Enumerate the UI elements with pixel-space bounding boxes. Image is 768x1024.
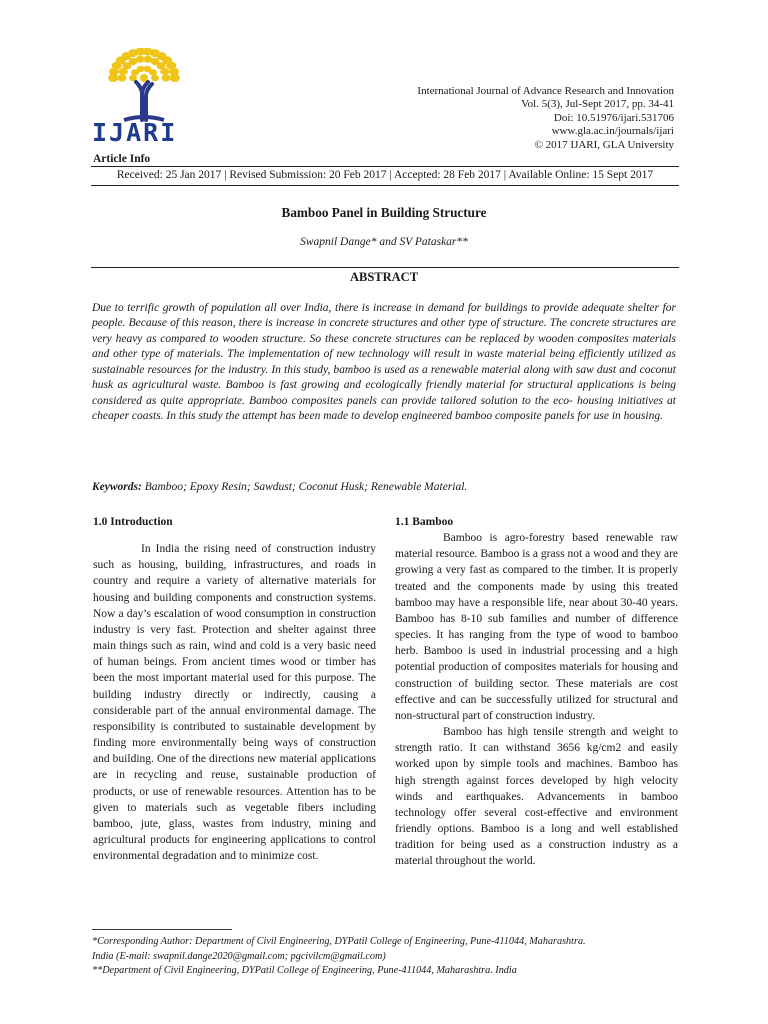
keywords-label: Keywords:	[92, 481, 142, 493]
introduction-paragraph: In India the rising need of construction industry such as housing, building, infrastructures, and roads in country and require a variety of alternative materials for housing and building components and construction systems. Now a day’s escalation of wood consumption in construction industry is very fast. Protection and shelter against three main things such as rain, wind and cold is a very basic need of human beings. From ancient times wood or timber has been the most important material used for this purpose. The building industry directly or indirectly, causing a considerable part of the annual environmental damage. The responsibility is contributed to sustainable development by finding more environmentally being ways of construction and building. One of the directions new material applications are in recycling and reuse, sustainable production of products, or use of renewable resources. Attention has to be given to materials such as vegetable fibers including bamboo, jute, glass, wastes from industry, mining and agricultural products for engineering applications to control environmental degradation and to minimize cost.	[93, 543, 376, 863]
footnote-email: India (E-mail: swapnil.dange2020@gmail.com; pgcivilcm@gmail.com)	[92, 950, 386, 962]
footnote-divider	[92, 929, 232, 930]
keywords	[92, 481, 467, 493]
abstract-heading: ABSTRACT	[349, 270, 419, 284]
paper-title: Bamboo Panel in Building Structure	[281, 205, 487, 220]
divider	[91, 267, 679, 268]
logo-wordmark: IJARI	[92, 118, 178, 147]
leaf-shape	[162, 74, 171, 81]
article-dates: Received: 25 Jan 2017 | Revised Submission: 20 Feb 2017 | Accepted: 28 Feb 2017 | Available Online: 15 Sept 2017	[116, 169, 654, 181]
tree-icon	[94, 48, 194, 123]
leaf-shape	[160, 68, 169, 75]
leaf-shape	[151, 75, 159, 81]
footnote-corresponding: *Corresponding Author: Department of Civil Engineering, DYPatil College of Engineering, Pune-411044, Maharashtra.	[92, 936, 586, 947]
journal-url[interactable]: www.gla.ac.in/journals/ijari	[551, 125, 674, 138]
keywords-text: Bamboo; Epoxy Resin; Sawdust; Coconut Husk; Renewable Material.	[144, 481, 468, 493]
abstract-text: Due to terrific growth of population all over India, there is increase in demand for buildings to provide adequate shelter for people. Because of this reason, there is increase in concrete structures and other type of structure. The concrete structures are very heavy as compared to wooden structure. So these concrete structures can be replaced by wooden composites materials and other type of materials. The implementation of new technology will result in waste material being efficiently utilized as sustainable resources for the industry. In this study, bamboo is used as a renewable material along with saw dust and coconut husk as agricultural waste. Bamboo is fast growing and ecologically friendly material for structural applications is being considered as quite appropriate. Bamboo composites panels can provide tailored solution to the eco- housing initiatives at cheaper coasts. In this study the attempt has been made to develop engineered bamboo composite panels for use in housing.	[92, 302, 676, 423]
footnote-second-author: **Department of Civil Engineering, DYPatil College of Engineering, Pune-411044, Maharashtra. India	[92, 965, 517, 976]
divider	[91, 166, 679, 167]
article-info-label: Article Info	[93, 153, 151, 165]
paper-authors: Swapnil Dange* and SV Pataskar**	[300, 236, 468, 248]
bamboo-heading: 1.1 Bamboo	[395, 516, 454, 528]
journal-doi: Doi: 10.51976/ijari.531706	[553, 111, 674, 124]
journal-header	[417, 85, 674, 152]
footnotes	[92, 935, 680, 979]
bamboo-section	[395, 514, 678, 869]
leaf-shape	[118, 74, 127, 81]
divider	[91, 185, 679, 186]
bamboo-paragraph: Bamboo is agro-forestry based renewable raw material resource. Bamboo is a grass not a wood and they are growing a very fast as compared to the timber. It is properly treated and the components made by using this treated bamboo may have a responsible life, near about 30-40 years. Bamboo has 8-10 sub families and number of difference species. It has ranging from the type of wood to bamboo herb. Bamboo is used in industrial processing and a high potential production of composites materials for housing and construction of building sector. These materials are cost effective and can be successfully utilized for structural and non-structural part of construction industry.	[395, 532, 678, 722]
introduction-section	[93, 514, 376, 864]
journal-volume: Vol. 5(3), Jul-Sept 2017, pp. 34-41	[521, 98, 674, 111]
journal-name: International Journal of Advance Research and Innovation	[417, 85, 674, 97]
leaf-shape	[149, 69, 157, 75]
introduction-heading: 1.0 Introduction	[93, 516, 173, 528]
journal-copyright: © 2017 IJARI, GLA University	[534, 138, 674, 151]
bamboo-paragraph: Bamboo has high tensile strength and weight to strength ratio. It can withstand 3656 kg/cm2 and easily worked upon by simple tools and machines. Bamboo has high strength against forces developed by high velocity winds and earthquakes. Advancements in bamboo technology offer several cost-effective and environment friendly options. Bamboo is a long and well established tradition for being used as a construction industry as a material throughout the world.	[395, 726, 678, 868]
leaf-shape	[170, 74, 180, 82]
